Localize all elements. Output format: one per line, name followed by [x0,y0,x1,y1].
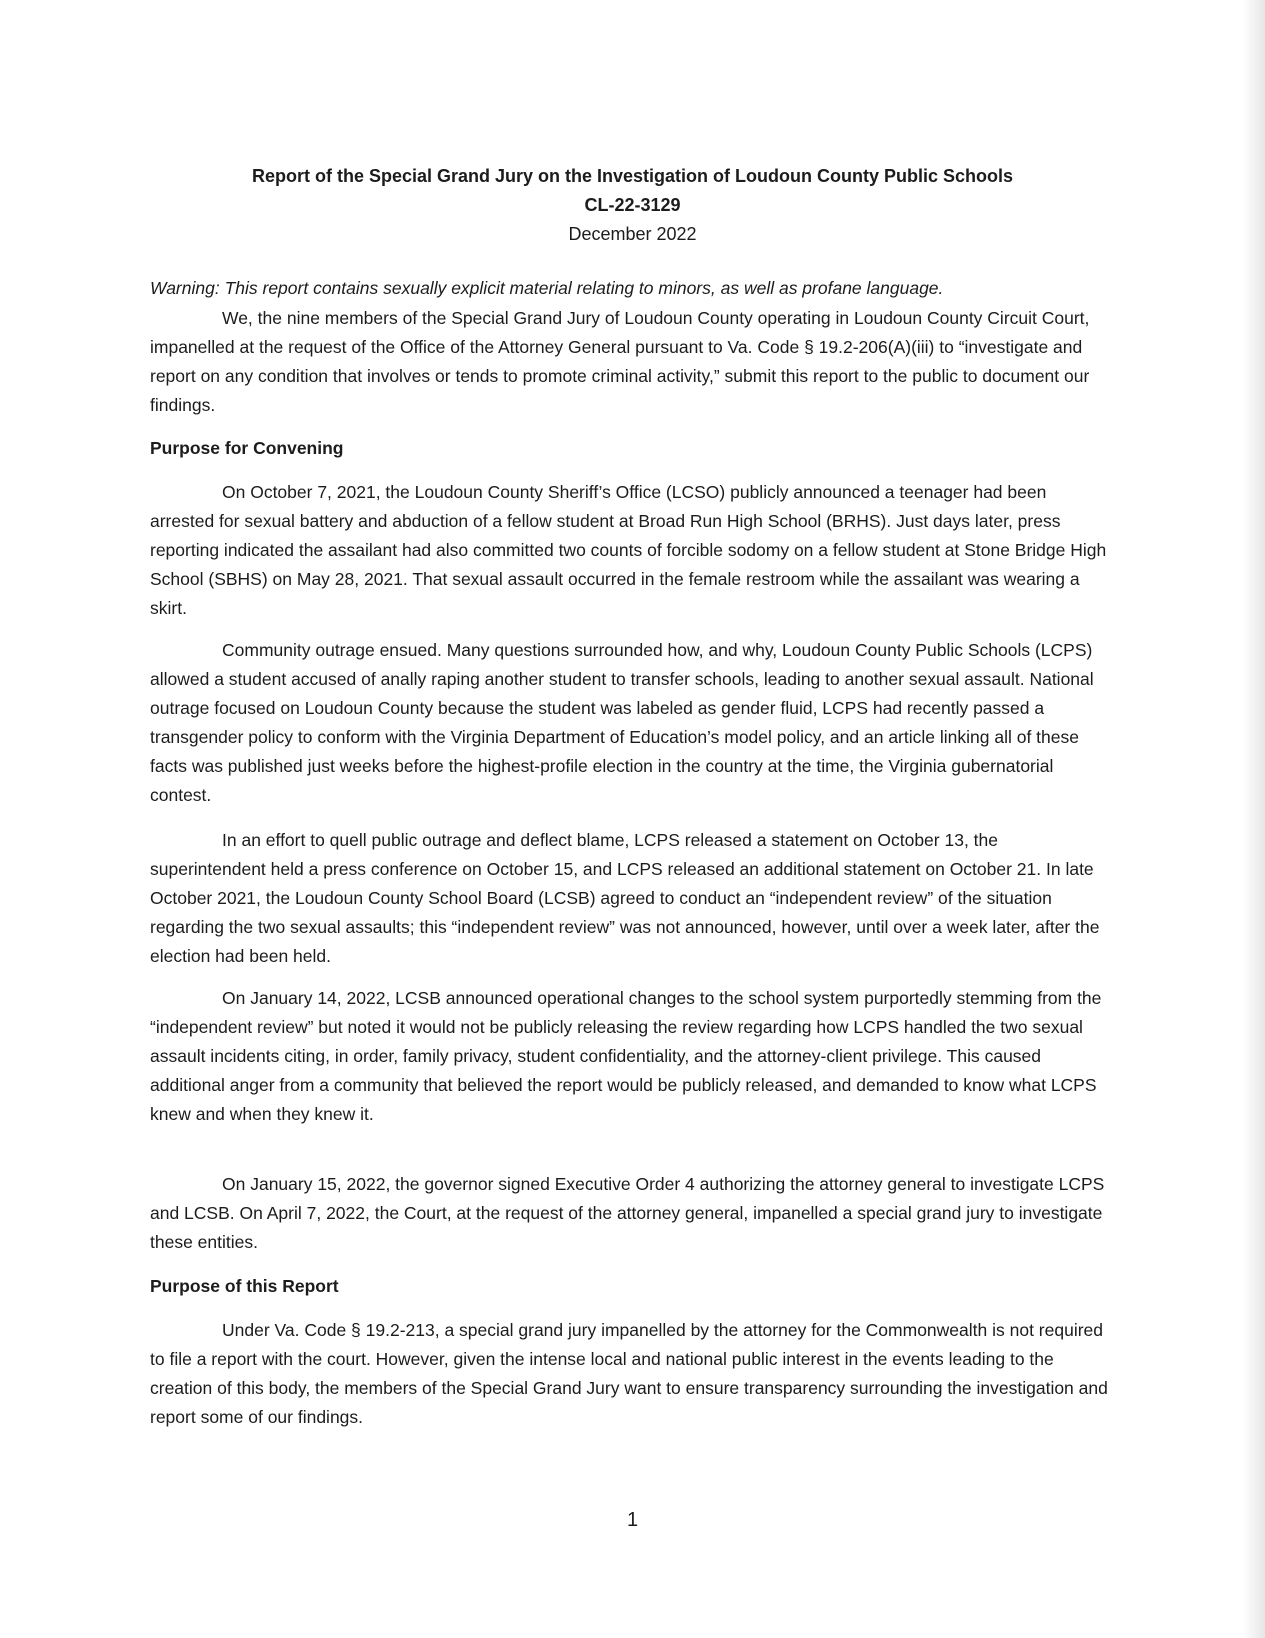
case-number: CL-22-3129 [584,195,681,215]
page-number: 1 [626,1509,639,1531]
paragraph-lcps-response: In an effort to quell public outrage and deflect blame, LCPS released a statement on October 13, the superintendent held a press conference on October 15, and LCPS released an additional statement on October 21. In late October 2021, the Loudoun County School Board (LCSB) agreed to conduct an “independent review” of the situation regarding the two sexual assaults; this “independent review” was not announced, however, until over a week later, after the election had been held. [150,830,1100,966]
paragraph-lcso-announcement: On October 7, 2021, the Loudoun County Sheriff’s Office (LCSO) publicly announced a teenager had been arrested for sexual battery and abduction of a fellow student at Broad Run High School (BRHS). Just days later, press reporting indicated the assailant had also committed two counts of forcible sodomy on a fellow student at Stone Bridge High School (SBHS) on May 28, 2021. That sexual assault occurred in the female restroom while the assailant was wearing a skirt. [150,482,1107,618]
report-header [150,162,1115,249]
page-edge-shadow [1243,0,1265,1638]
report-title: Report of the Special Grand Jury on the Investigation of Loudoun County Public Schools [251,166,1014,186]
paragraph-report-purpose: Under Va. Code § 19.2-213, a special grand jury impanelled by the attorney for the Commonwealth is not required to file a report with the court. However, given the intense local and national public interest in the events leading to the creation of this body, the members of the Special Grand Jury want to ensure transparency surrounding the investigation and report some of our findings. [150,1320,1108,1427]
content-warning: Warning: This report contains sexually explicit material relating to minors, as well as profane language. [150,278,944,298]
heading-purpose-for-convening: Purpose for Convening [150,438,344,458]
paragraph-community-outrage: Community outrage ensued. Many questions surrounded how, and why, Loudoun County Public Schools (LCPS) allowed a student accused of anally raping another student to transfer schools, leading to another sexual assault. National outrage focused on Loudoun County because the student was labeled as gender fluid, LCPS had recently passed a transgender policy to conform with the Virginia Department of Education’s model policy, and an article linking all of these facts was published just weeks before the highest-profile election in the country at the time, the Virginia gubernatorial contest. [150,640,1094,805]
report-date: December 2022 [568,224,697,244]
paragraph-independent-review: On January 14, 2022, LCSB announced operational changes to the school system purportedly stemming from the “independent review” but noted it would not be publicly releasing the review regarding how LCPS handled the two sexual assault incidents citing, in order, family privacy, student confidentiality, and the attorney-client privilege. This caused additional anger from a community that believed the report would be publicly released, and demanded to know what LCPS knew and when they knew it. [150,988,1102,1124]
heading-purpose-of-report: Purpose of this Report [150,1276,339,1296]
paragraph-executive-order: On January 15, 2022, the governor signed Executive Order 4 authorizing the attorney general to investigate LCPS and LCSB. On April 7, 2022, the Court, at the request of the attorney general, impanelled a special grand jury to investigate these entities. [150,1174,1105,1252]
paragraph-intro: We, the nine members of the Special Grand Jury of Loudoun County operating in Loudoun County Circuit Court, impanelled at the request of the Office of the Attorney General pursuant to Va. Code § 19.2-206(A)(iii) to “investigate and report on any condition that involves or tends to promote criminal activity,” submit this report to the public to document our findings. [150,308,1090,415]
